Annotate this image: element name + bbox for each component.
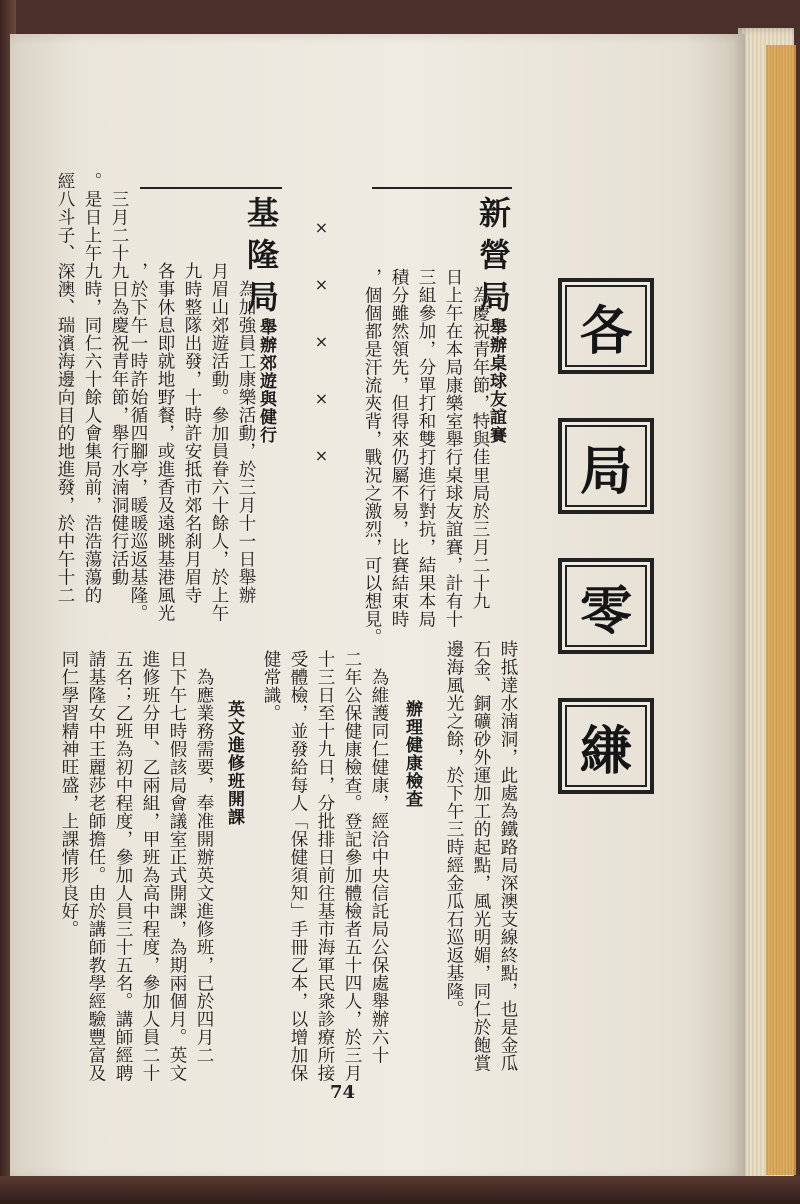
keelung-event-2-text: 為應業務需要，奉准開辦英文進修班，已於四月二 日下午七時假該局會議室正式開課，為期兩個月。英文 進修班分甲、乙兩組，甲班為高中程度，參加人員二十 五名；乙班為初中程度，參加人員三十五名。講師經聘 請基隆女中王麗莎老師擔任。由於講師教學經驗豐富及 同仁學習精神旺盛，上課情形良好。 [59,650,214,1082]
title-rule [372,187,512,189]
subtitle-english-class: 英文進修班開課 [224,700,244,826]
keelung-note: 各事休息即就地野餐，或進香及遠眺基港風光 [155,262,175,622]
banner-box-2 [558,418,654,514]
section-title-keelung: 基隆局 [242,196,280,322]
banner-char: 零 [579,581,632,642]
xinying-event-2-text: 為維護同仁健康，經洽中央信託局公保處舉辦六十 二年公保健康檢查。登記參加體檢者五十四人，於三月 十三日至十九日，分批排日前往基市海軍民衆診療所接 受體檢，並發給每人「保健須知」手冊乙本，以增加保 健常識。 [261,650,389,1082]
keelung-event-1-text: 為加強員工康樂活動，於三月十一日舉辦 月眉山郊遊活動。參加員眷六十餘人，於上午 九時整隊出發，十時許安抵市郊名刹月眉寺 各事休息即就地野餐，或進香及遠眺基港風光 ，於下午一時許始循四腳亭，暖暖巡返基隆。 [128,262,256,622]
section-separator: ××××× [312,218,331,503]
xinying-lead-text: 時抵達水湳洞，此處為鐵路局深澳支線終點，也是金瓜 石金、銅礦砂外運加工的起點，風光明媚，同仁於飽賞 邊海風光之餘，於下午三時經金瓜石巡返基隆。 [444,640,518,1072]
subtitle-health-check: 辦理健康檢查 [402,700,422,808]
banner-char: 局 [579,441,632,502]
subtitle-table-tennis: 舉辦桌球友誼賽 [486,318,506,444]
banner-char: 縑 [579,721,632,782]
title-rule [140,187,282,189]
banner-box-3 [558,558,654,654]
keelung-event-1-text-cont: 三月二十九日為慶祝青年節，舉行水湳洞健行活動 。是日上午九時，同仁六十餘人會集局前，浩浩蕩蕩的 經八斗子、深澳、瑞濱海邊向目的地進發，於中午十二 [55,172,129,604]
banner-char: 各 [579,301,632,362]
banner-box-1 [558,278,654,374]
xinying-event-1-text: 為慶祝青年節，特與佳里局於三月二十九 日上午在本局康樂室舉行桌球友誼賽，計有十 三組參加，分單打和雙打進行對抗，結果本局 積分雖然領先，但得來仍屬不易，比賽結束時 ，個個都是汗流夾背，戰況之激烈，可以想見。 [362,268,490,646]
section-title-xinying: 新營局 [474,196,512,322]
subtitle-outing-hike: 舉辦郊遊與健行 [256,318,276,444]
page-stack-gilt [766,45,796,1175]
banner-box-4 [558,698,654,794]
book-bottom-edge [0,1176,800,1204]
page-number: 74 [330,1082,356,1103]
